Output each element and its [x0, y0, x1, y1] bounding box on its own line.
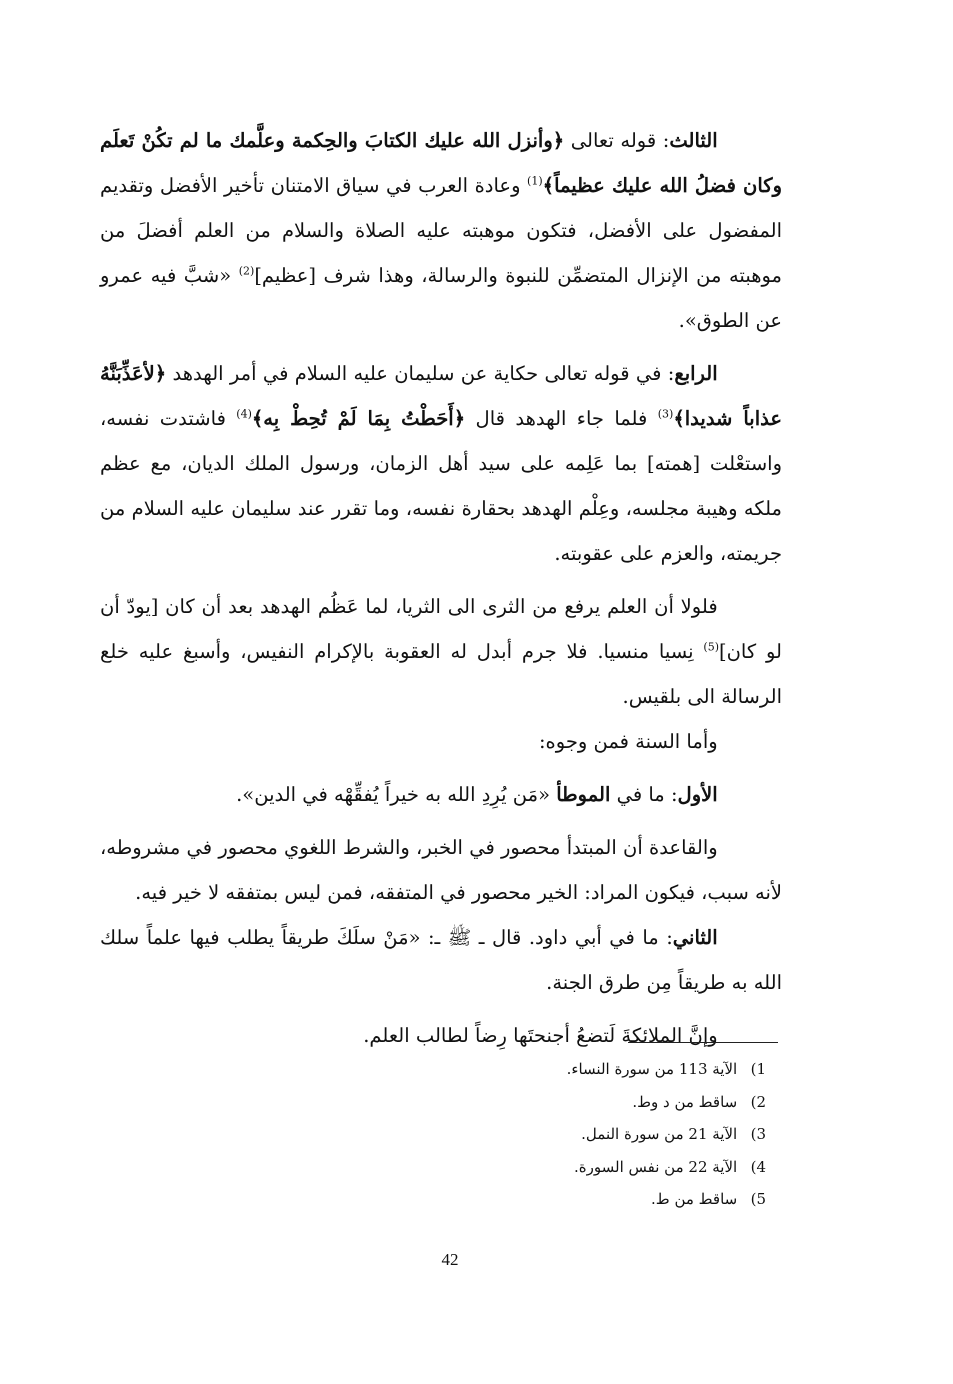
footnotes-list: [400, 1053, 766, 1216]
paragraph-text: «شبَّ فيه عمرو عن الطوق».: [100, 264, 782, 332]
paragraph-label: الرابع: [674, 362, 718, 385]
footnote-text: الآية 113 من سورة النساء.: [566, 1060, 738, 1078]
footnote-ref: (2): [238, 264, 255, 278]
paragraph-angels: [100, 1013, 782, 1058]
footnote-ref: (4): [236, 407, 252, 421]
paragraph-text: فلولا أن العلم يرفع من الثرى الى الثريا، لما عَظُم الهدهد بعد أن كان [يودّ أن لو كان]: [100, 595, 783, 663]
paragraph-text: وأما السنة فمن وجوه:: [538, 730, 718, 753]
paragraph-hoopoe: [100, 584, 782, 719]
footnote-ref: (3): [657, 407, 674, 421]
footnote-number: 5): [750, 1190, 766, 1208]
footnote-text: الآية 22 من نفس السورة.: [574, 1157, 738, 1176]
footnote-divider: [628, 1042, 778, 1043]
footnote-text: ساقط من د وط.: [632, 1092, 738, 1111]
footnote-number: 2): [750, 1092, 766, 1111]
paragraph-label: الثالث: [669, 129, 718, 152]
paragraph-text: : قوله تعالى: [564, 129, 670, 152]
footnote-ref: (1): [527, 174, 543, 188]
paragraph-fourth: [100, 351, 782, 576]
paragraph-text: وإنَّ الملائكةَ لَتضعُ أجنحتَها رِضاً لطالب العلم.: [363, 1024, 718, 1047]
quran-verse: ﴿وأنزل الله عليك الكتابَ والحِكمة وعلَّمك ما لم تكُنْ تَعلَم وكان فضلُ الله عليك عظيماً﴾: [100, 129, 783, 197]
paragraph-rule: [100, 825, 782, 915]
paragraph-label: الأول: [677, 783, 718, 806]
footnote-number: 3): [750, 1125, 766, 1143]
footnote-item: [400, 1118, 766, 1151]
main-text: [100, 118, 782, 1058]
book-title: الموطأ: [556, 783, 611, 806]
paragraph-first: [100, 772, 782, 817]
paragraph-text: : ما في أبي داود. قال ـ ﷺ ـ: «مَنْ سلَكَ طريقاً يطلب فيها علماً سلك الله به طريقاً مِن طرق الجنة.: [100, 926, 782, 994]
footnote-number: 1): [750, 1060, 766, 1078]
footnote-text: ساقط من ط.: [651, 1190, 738, 1208]
paragraph-text: : ما في: [610, 783, 678, 806]
paragraph-second: [100, 915, 782, 1005]
footnote-text: الآية 21 من سورة النمل.: [581, 1125, 738, 1143]
quran-verse: ﴿لأعَذِّبَنَّهُ عذاباً شديدا﴾: [100, 362, 783, 430]
footnote-number: 4): [750, 1157, 766, 1176]
paragraph-sunnah-intro: [100, 719, 782, 764]
paragraph-text: وعادة العرب في سياق الامتنان تأخير الأفضل وتقديم المفضول على الأفضل، فتكون موهبته عليه الصلاة والسلام من العلم أفضلَ من موهبته من الإنزال المتضمِّن للنبوة والرسالة، وهذا شرف [عظيم]: [100, 174, 783, 287]
paragraph-text: فلما جاء الهدهد قال: [465, 407, 658, 430]
footnote-item: [400, 1086, 766, 1119]
footnote-item: [400, 1151, 766, 1184]
footnote-ref: (5): [703, 640, 719, 654]
paragraph-text: «مَن يُرِدِ الله به خيراً يُفقِّهْه في الدين».: [236, 783, 557, 806]
paragraph-text: نِسيا منسيا. فلا جرم أبدل له العقوبة بالإكرام النفيس، وأسبغ عليه خلع الرسالة الى بلقيس.: [100, 640, 782, 708]
footnote-item: [400, 1053, 766, 1086]
page-number: 42: [441, 1250, 459, 1269]
quran-verse: ﴿أَحَطْتُ بِمَا لَمْ تُحِطْ بِه﴾: [251, 407, 466, 430]
paragraph-third: [100, 118, 782, 343]
paragraph-text: فاشتدت نفسه، واستعْلت [همته] بما عَلِمه على سيد أهل الزمان، ورسول الملك الديان، مع عظم ملكه وهيبة مجلسه، وعِلْم الهدهد بحقارة نفسه، وما تقرر عند سليمان عليه السلام من جريمته، والعزم على عقوبته.: [100, 407, 782, 565]
paragraph-text: : في قوله تعالى حكاية عن سليمان عليه السلام في أمر الهدهد: [166, 362, 675, 385]
footnote-item: [400, 1183, 766, 1216]
paragraph-text: والقاعدة أن المبتدأ محصور في الخبر، والشرط اللغوي محصور في مشروطه، لأنه سبب، فيكون المراد: الخير محصور في المتفقه، فمن ليس بمتفقه لا خير فيه.: [100, 836, 782, 904]
paragraph-label: الثاني: [672, 926, 718, 949]
